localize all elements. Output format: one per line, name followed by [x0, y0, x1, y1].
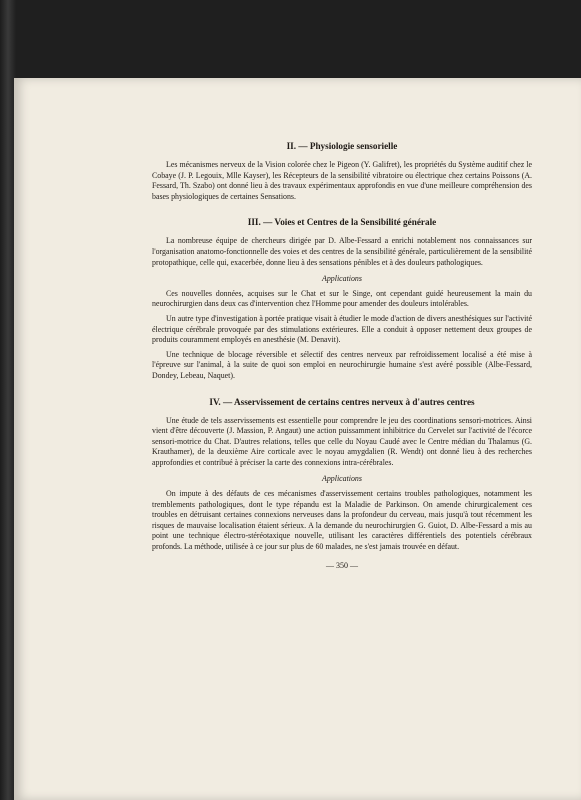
section-title: II. — Physiologie sensorielle — [286, 141, 398, 151]
paragraph: Une technique de blocage réversible et sélectif des centres nerveux par refroidissement localisé a été mise à l'épreuve sur l'animal, à la suite de quoi son emploi en neurochirurgie humaine s'est avéré possible (Albe-Fessard, Dondey, Lebeau, Naquet). — [152, 349, 532, 380]
page-number: — 350 — — [326, 560, 358, 570]
paragraph: Une étude de tels asservissements est essentielle pour comprendre le jeu des coordinations sensori-motrices. Ainsi vient d'être découverte (J. Massion, P. Angaut) une action puissamment inhibitrice du Cervelet sur l'activité de l'écorce sensori-motrice du Chat. D'autres relations, telles que celle du Noyau Caudé avec le Centre médian du Thalamus (G. Krauthamer), de la deuxième Aire corticale avec le noyau amygdalien (R. Wendt) ont donné lieu à des recherches approfondies et contribué à préciser la carte des connexions intra-cérébrales. — [152, 415, 532, 467]
paragraph: Les mécanismes nerveux de la Vision colorée chez le Pigeon (Y. Galifret), les propriétés du Système auditif chez le Cobaye (J. P. Legouix, Mlle Kayser), les Récepteurs de la sensibilité vibratoire ou électrique chez certains Poissons (A. Fessard, Th. Szabo) ont donné lieu à des travaux expérimentaux approfondis en vue d'une meilleure compréhension des bases physiologiques de certaines Sensations. — [152, 160, 532, 201]
section-title: III. — Voies et Centres de la Sensibilité générale — [247, 217, 437, 228]
section-physiologie-sensorielle — [152, 140, 532, 202]
section-title: IV. — Asservissement de certains centres nerveux à d'autres centres — [209, 396, 475, 407]
page-content — [152, 140, 532, 571]
section-voies-et-centres — [152, 216, 532, 381]
document-page — [14, 78, 581, 800]
applications-heading: Applications — [322, 274, 362, 284]
applications-heading: Applications — [322, 474, 362, 484]
paragraph: Un autre type d'investigation à portée pratique visait à étudier le mode d'action de divers anesthésiques sur l'activité électrique cérébrale provoquée par des stimulations extérieures. Elle a conduit à opposer nettement deux groupes de produits couramment employés en anesthésie (M. Denavit). — [152, 313, 532, 345]
paragraph: On impute à des défauts de ces mécanismes d'asservissement certains troubles pathologiques, notamment les tremblements pathologiques, dont le type répandu est la Maladie de Parkinson. On amende chirurgicalement ces troubles en détruisant certaines connexions nerveuses dans la profondeur du cerveau, mais jusqu'à tout récemment les risques de mauvaise localisation étaient sérieux. A la demande du neurochirurgien G. Guiot, D. Albe-Fessard a mis au point une technique électro-stéréotaxique nouvelle, utilisant les caractères différentiels des potentiels cérébraux profonds. La méthode, utilisée à ce jour sur plus de 60 malades, ne s'est jamais trouvée en défaut. — [152, 489, 532, 552]
paragraph: Ces nouvelles données, acquises sur le Chat et sur le Singe, ont cependant guidé heureusement la main du neurochirurgien dans deux cas d'intervention chez l'Homme pour amender des douleurs intolérables. — [152, 288, 532, 309]
paragraph: La nombreuse équipe de chercheurs dirigée par D. Albe-Fessard a enrichi notablement nos connaissances sur l'organisation anatomo-fonctionnelle des voies et des centres de la sensibilité générale, particulièrement de la sensibilité protopathique, celle qui, exacerbée, donne lieu à des sensations pénibles et à des douleurs pathologiques. — [152, 236, 532, 267]
section-asservissement — [152, 396, 532, 553]
